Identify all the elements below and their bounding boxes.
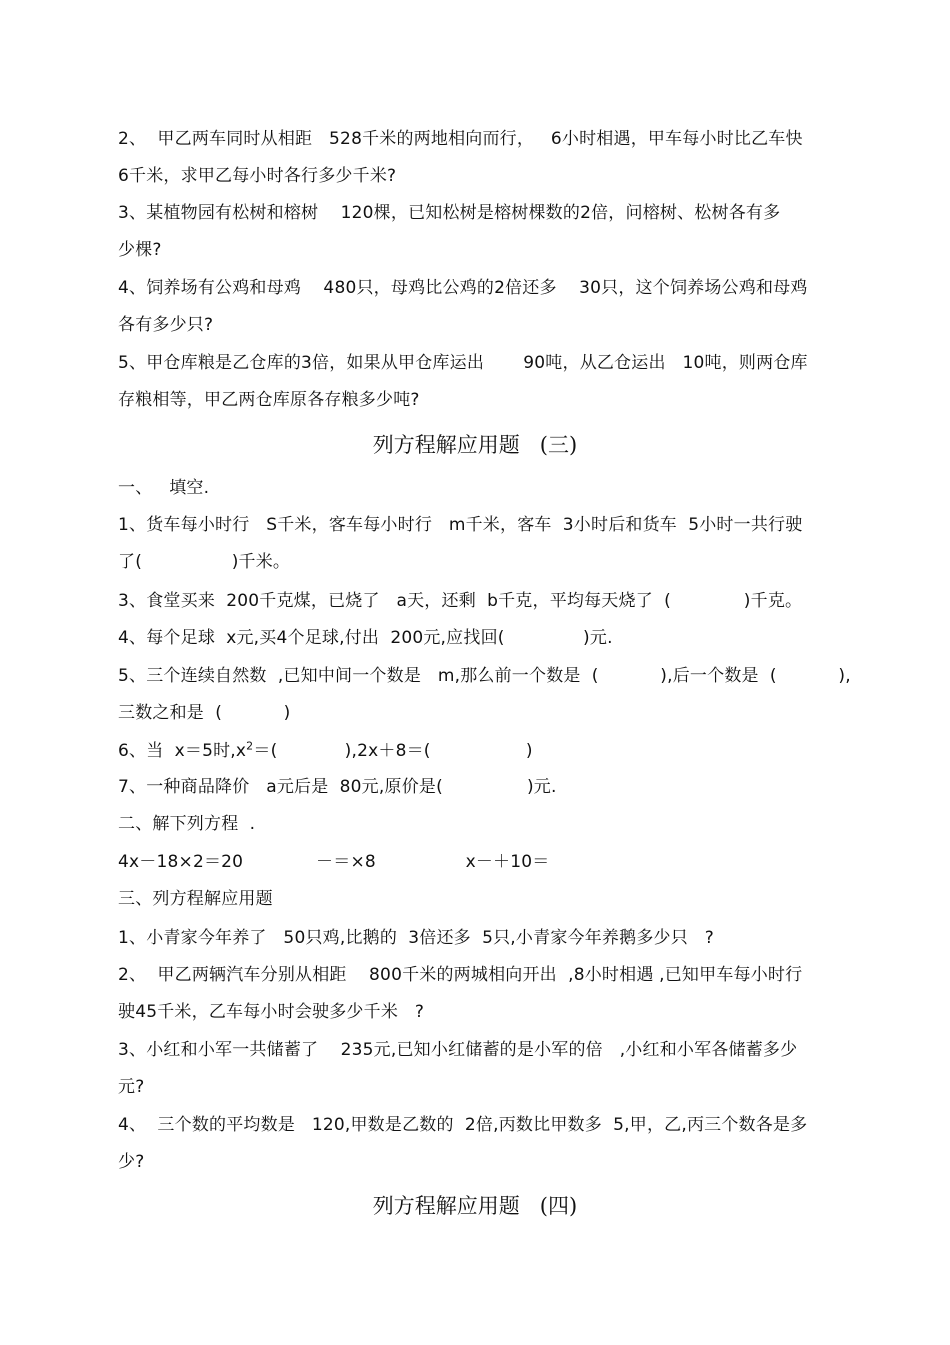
problem-5-line-2: 存粮相等，甲乙两仓库原各存粮多少吨?	[118, 390, 420, 410]
fill-q1-line-2: 了( )千米。	[118, 552, 291, 572]
fill-q6-exponent: 2	[246, 739, 254, 753]
fill-q1-line-1: 1、货车每小时行 S千米，客车每小时行 m千米，客车 3小时后和货车 5小时一共行驶	[118, 515, 803, 535]
fill-q4: 4、每个足球 x元,买4个足球,付出 200元,应找回( )元.	[118, 628, 613, 648]
fill-q6-prefix: 6、当 x＝5时,x	[118, 741, 247, 761]
word-problem-2-line-1: 2、 甲乙两辆汽车分别从相距 800千米的两城相向开出 ,8小时相遇 ,已知甲车每小时行	[118, 965, 803, 985]
word-problem-3-line-2: 元?	[118, 1077, 145, 1097]
fill-q7: 7、一种商品降价 a元后是 80元,原价是( )元.	[118, 777, 557, 797]
problem-3-line-2: 少棵?	[118, 240, 162, 260]
problem-2-line-2: 6千米，求甲乙每小时各行多少千米?	[118, 166, 397, 186]
fill-q3: 3、食堂买来 200千克煤，已烧了 a天，还剩 b千克，平均每天烧了 ( )千克。	[118, 591, 803, 611]
problem-5-line-1: 5、甲仓库粮是乙仓库的3倍，如果从甲仓库运出 90吨，从乙仓运出 10吨，则两仓库	[118, 353, 808, 373]
word-problem-4-line-2: 少?	[118, 1152, 145, 1172]
fill-q5-line-1: 5、三个连续自然数 ,已知中间一个数是 m,那么前一个数是 ( ),后一个数是 ( ),	[118, 666, 851, 686]
section-4-title: 列方程解应用题 (四)	[372, 1194, 578, 1218]
part-1-heading: 一、 填空.	[118, 478, 210, 498]
problem-3-line-1: 3、某植物园有松树和榕树 120棵，已知松树是榕树棵数的2倍，问榕树、松树各有多	[118, 203, 781, 223]
word-problem-3-line-1: 3、小红和小军一共储蓄了 235元,已知小红储蓄的是小军的倍 ,小红和小军各储蓄多少	[118, 1040, 798, 1060]
fill-q6	[118, 740, 533, 762]
problem-4-line-1: 4、饲养场有公鸡和母鸡 480只，母鸡比公鸡的2倍还多 30只，这个饲养场公鸡和母鸡	[118, 278, 808, 298]
problem-2-line-1: 2、 甲乙两车同时从相距 528千米的两地相向而行， 6小时相遇，甲车每小时比乙车快	[118, 129, 803, 149]
fill-q6-suffix: ＝( ),2x＋8＝( )	[253, 741, 533, 761]
word-problem-1: 1、小青家今年养了 50只鸡,比鹅的 3倍还多 5只,小青家今年养鹅多少只 ?	[118, 928, 714, 948]
word-problem-2-line-2: 驶45千米，乙车每小时会驶多少千米 ?	[118, 1002, 425, 1022]
part-2-heading: 二、解下列方程 .	[118, 814, 256, 834]
problem-4-line-2: 各有多少只?	[118, 315, 214, 335]
equations-line: 4x－18×2＝20 －＝×8 x－＋10＝	[118, 852, 550, 872]
part-3-heading: 三、列方程解应用题	[118, 889, 273, 909]
section-3-title: 列方程解应用题 (三)	[372, 433, 578, 457]
fill-q5-line-2: 三数之和是 ( )	[118, 703, 291, 723]
word-problem-4-line-1: 4、 三个数的平均数是 120,甲数是乙数的 2倍,丙数比甲数多 5,甲，乙,丙三个数各是多	[118, 1115, 808, 1135]
